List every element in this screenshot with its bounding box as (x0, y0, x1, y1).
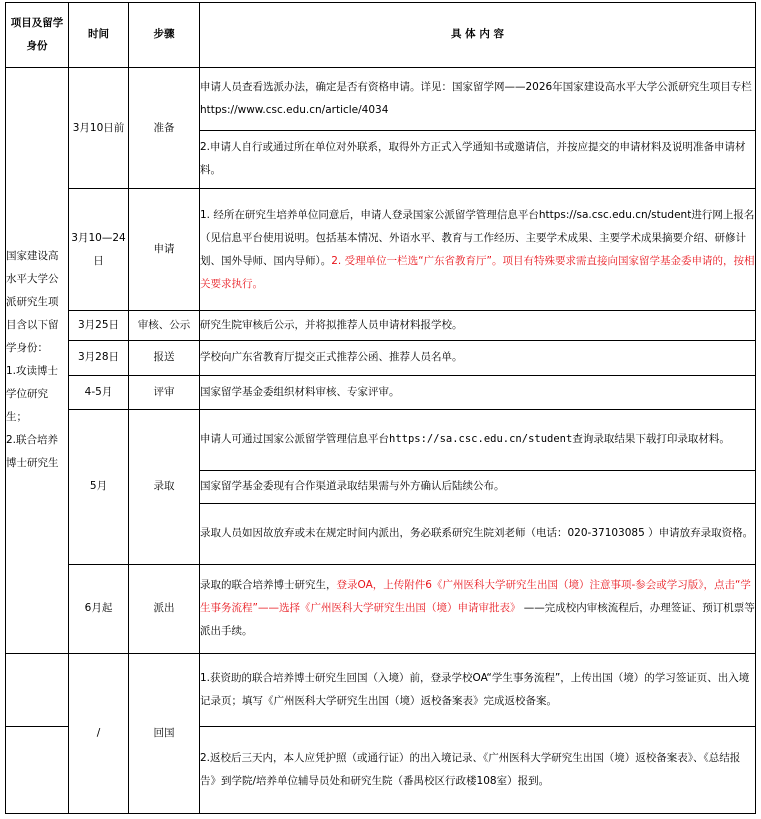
detail-text: 进行网上报名（见信息平台使用说明。包括基本情况、外语水平、教育与工作经历、主要学术成果、主要学术成果摘要介绍、研修计划、国外导师、国内导师）。 (200, 208, 755, 267)
detail-cell (200, 67, 756, 130)
detail-cell (200, 189, 756, 310)
table-row (6, 564, 756, 653)
detail-text: 申请人员查看选派办法，确定是否有资格申请。详见：国家留学网——2026年国家建设高水平大学公派研究生项目专栏 (200, 80, 752, 93)
step-cell: 申请 (129, 189, 200, 310)
table-row (6, 409, 756, 470)
table-row (6, 310, 756, 340)
time-cell: 6月起 (69, 564, 129, 653)
detail-cell: 1.获资助的联合培养博士研究生回国（入境）前，登录学校OA“学生事务流程”，上传出国（境）的学习签证页、出入境记录页；填写《广州医科大学研究生出国（境）返校备案表》完成返校备案。 (200, 653, 756, 726)
table-row (6, 67, 756, 130)
detail-cell: 国家留学基金委现有合作渠道录取结果需与外方确认后陆续公布。 (200, 470, 756, 503)
detail-text: 1. 经所在研究生培养单位同意后，申请人登录国家公派留学管理信息平台 (200, 208, 539, 221)
detail-cell: 2.返校后三天内，本人应凭护照（或通行证）的出入境记录、《广州医科大学研究生出国（境）返校备案表》、《总结报告》到学院/培养单位辅导员处和研究生院（番禺校区行政楼108室）报到。 (200, 726, 756, 813)
detail-cell: 2.申请人自行或通过所在单位对外联系，取得外方正式入学通知书或邀请信，并按应提交的申请材料及说明准备申请材料。 (200, 130, 756, 189)
time-cell: 3月10—24日 (69, 189, 129, 310)
step-cell: 录取 (129, 409, 200, 564)
detail-text: 查询录取结果下载打印录取材料。 (572, 433, 730, 446)
step-cell: 报送 (129, 341, 200, 375)
step-cell: 评审 (129, 375, 200, 409)
csc-article-link[interactable]: https://www.csc.edu.cn/article/4034 (200, 103, 389, 116)
detail-cell: 研究生院审核后公示，并将拟推荐人员申请材料报学校。 (200, 310, 756, 340)
table-row (6, 189, 756, 310)
time-cell: 3月25日 (69, 310, 129, 340)
sa-platform-link[interactable]: https://sa.csc.edu.cn/student (389, 433, 573, 446)
identity-item-2: 2.联合培养博士研究生 (6, 434, 59, 470)
detail-text: 申请人可通过国家公派留学管理信息平台 (200, 433, 389, 446)
time-cell: 3月28日 (69, 341, 129, 375)
step-cell: 派出 (129, 564, 200, 653)
identity-item-1: 1.攻读博士学位研究生； (6, 365, 59, 424)
identity-cell (6, 67, 69, 653)
detail-cell (200, 564, 756, 653)
detail-cell (200, 409, 756, 470)
table-row (6, 653, 756, 726)
time-cell: 5月 (69, 409, 129, 564)
header-step: 步骤 (129, 3, 200, 68)
detail-cell: 录取人员如因故放弃或未在规定时间内派出，务必联系研究生院刘老师（电话：020-37103085 ）申请放弃录取资格。 (200, 504, 756, 565)
time-cell: / (69, 653, 129, 813)
identity-empty-cell (6, 726, 69, 813)
detail-cell: 学校向广东省教育厅提交正式推荐公函、推荐人员名单。 (200, 341, 756, 375)
project-schedule-table (5, 2, 756, 814)
header-identity: 项目及留学身份 (6, 3, 69, 68)
detail-cell: 国家留学基金委组织材料审核、专家评审。 (200, 375, 756, 409)
step-cell: 准备 (129, 67, 200, 188)
detail-red-text: 2. 受理单位一栏选“广东省教育厅”。项目有特殊要求需直接向国家留学基金委申请的，按相关要求执行。 (200, 254, 755, 290)
step-cell: 审核、公示 (129, 310, 200, 340)
header-time: 时间 (69, 3, 129, 68)
time-cell: 4-5月 (69, 375, 129, 409)
time-cell: 3月10日前 (69, 67, 129, 188)
detail-text: ——完成校内审核流程后，办理签证、预订机票等派出手续。 (200, 602, 755, 638)
table-row (6, 341, 756, 375)
step-cell: 回国 (129, 653, 200, 813)
detail-red-text: 登录OA，上传附件6《广州医科大学研究生出国（境）注意事项-参会或学习版》，点击“学生事务流程”——选择《广州医科大学研究生出国（境）申请审批表》 (200, 579, 751, 615)
detail-text: 录取的联合培养博士研究生， (200, 579, 337, 592)
table-row (6, 375, 756, 409)
header-row (6, 3, 756, 68)
identity-empty-cell (6, 653, 69, 726)
identity-intro: 国家建设高水平大学公派研究生项目含以下留学身份： (6, 250, 59, 355)
header-content: 具 体 内 容 (200, 3, 756, 68)
sa-platform-link[interactable]: https://sa.csc.edu.cn/student (538, 208, 692, 221)
